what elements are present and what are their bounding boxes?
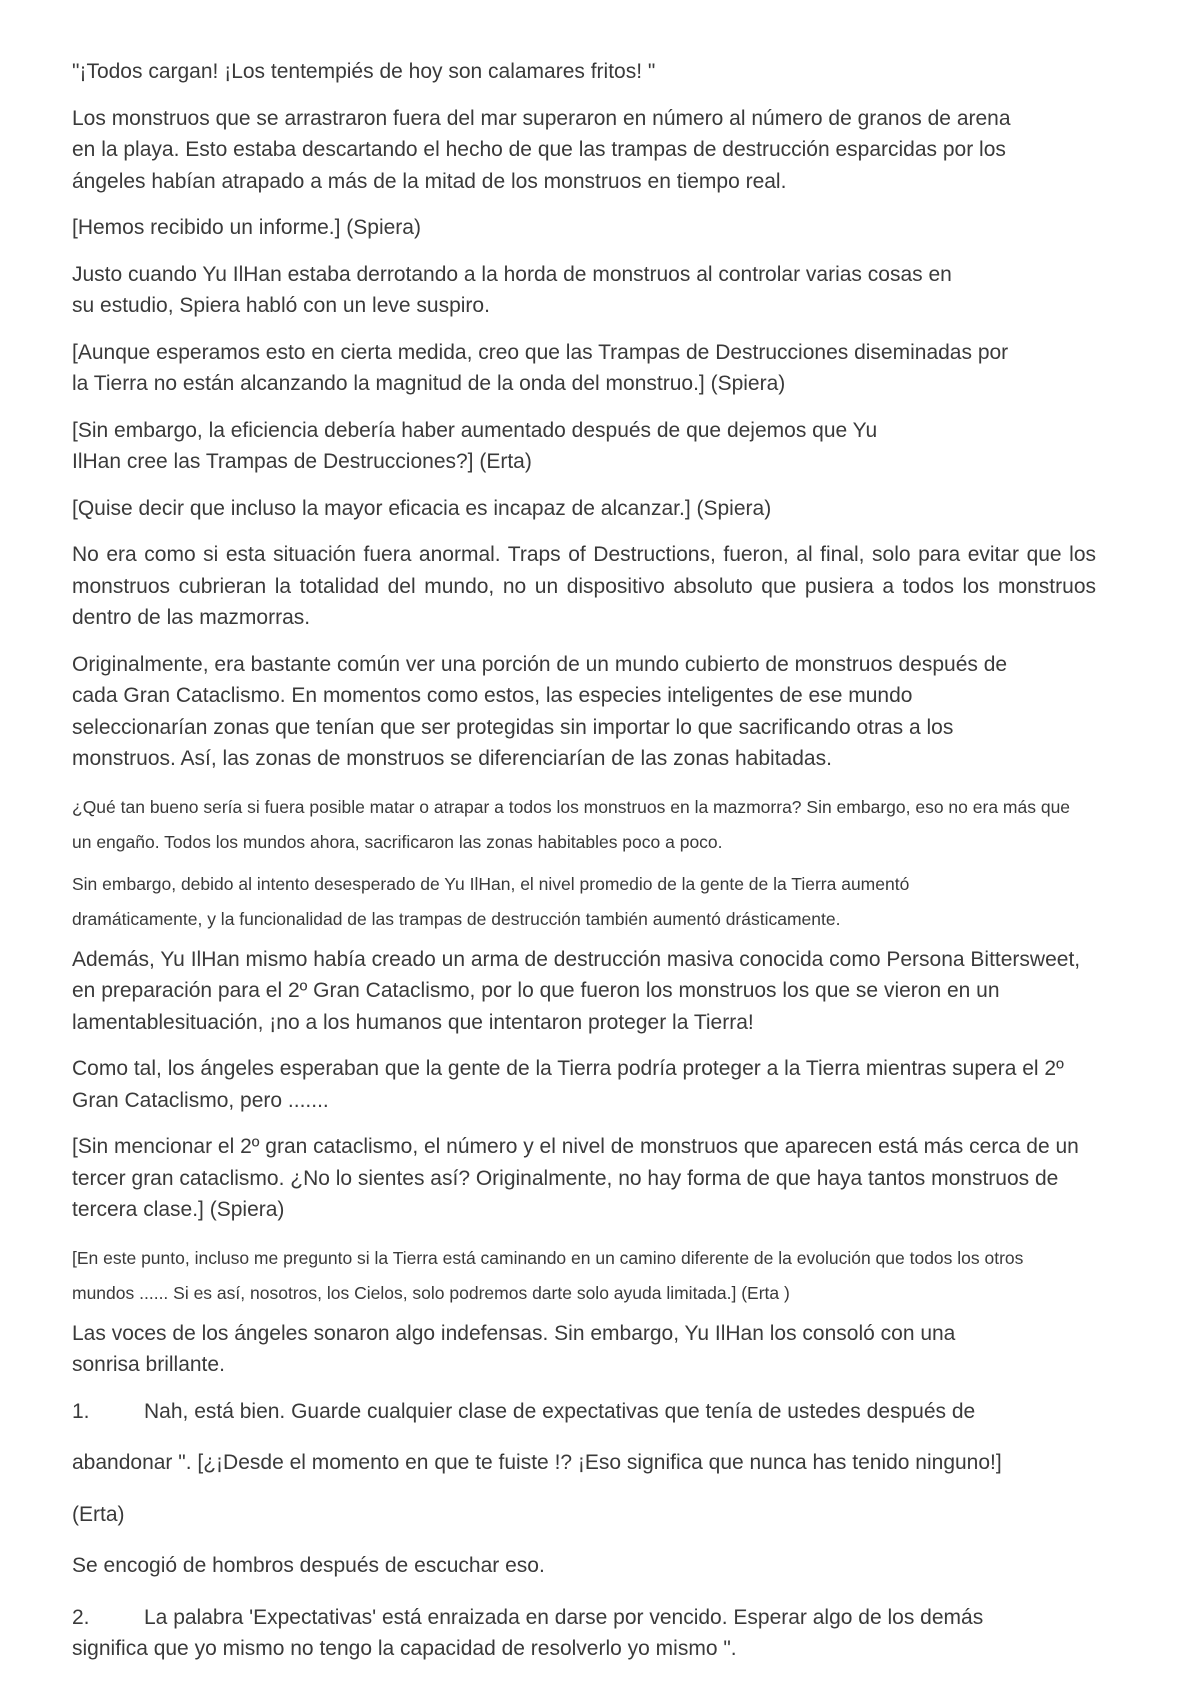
- list-item-text: Nah, está bien. Guarde cualquier clase de expectativas que tenía de ustedes después de: [144, 1399, 976, 1423]
- speaker-tag: (Erta): [72, 1502, 125, 1526]
- numbered-item: [72, 1602, 1032, 1665]
- dialogue-line: [En este punto, incluso me pregunto si la Tierra está caminando en un camino diferente de la evolución que todos los otros mundos ...... Si es así, nosotros, los Cielos, solo podremos darte solo ayuda limitada.] (Erta ): [72, 1247, 1024, 1303]
- narration-paragraph: Justo cuando Yu IlHan estaba derrotando a la horda de monstruos al controlar varias cosas en su estudio, Spiera habló con un leve suspiro.: [72, 262, 952, 317]
- list-number: 2.: [72, 1605, 90, 1629]
- narration-paragraph: Además, Yu IlHan mismo había creado un arma de destrucción masiva conocida como Persona Bittersweet, en preparación para el 2º Gran Cataclismo, por lo que fueron los monstruos los que se vieron en un lamentablesituación, ¡no a los humanos que intentaron proteger la Tierra!: [72, 947, 1081, 1034]
- dialogue-line: [Hemos recibido un informe.] (Spiera): [72, 216, 421, 239]
- dialogue-line: [Aunque esperamos esto en cierta medida, creo que las Trampas de Destrucciones diseminadas por la Tierra no están alcanzando la magnitud de la onda del monstruo.] (Spiera): [72, 340, 1009, 395]
- narration-paragraph: No era como si esta situación fuera anormal. Traps of Destructions, fueron, al final, solo para evitar que los monstruos cubrieran la totalidad del mundo, no un dispositivo absoluto que pusiera a todos los monstruos dentro de las mazmorras.: [72, 543, 1096, 629]
- narration-paragraph: Originalmente, era bastante común ver una porción de un mundo cubierto de monstruos después de cada Gran Cataclismo. En momentos como estos, las especies inteligentes de ese mundo seleccionarían zonas que tenían que ser protegidas sin importar lo que sacrificando otras a los monstruos. Así, las zonas de monstruos se diferenciarían de las zonas habitadas.: [72, 652, 1008, 770]
- dialogue-line: [Quise decir que incluso la mayor eficacia es incapaz de alcanzar.] (Spiera): [72, 496, 772, 520]
- dialogue-line: abandonar ". [¿¡Desde el momento en que te fuiste !? ¡Eso significa que nunca has tenido ninguno!]: [72, 1451, 1002, 1474]
- narration-paragraph: Las voces de los ángeles sonaron algo indefensas. Sin embargo, Yu IlHan los consoló con una sonrisa brillante.: [72, 1321, 956, 1376]
- narration-paragraph: Como tal, los ángeles esperaban que la gente de la Tierra podría proteger a la Tierra mientras supera el 2º Gran Cataclismo, pero .......: [72, 1057, 1064, 1112]
- narration-paragraph: Se encogió de hombros después de escuchar eso.: [72, 1554, 545, 1577]
- dialogue-line: [Sin mencionar el 2º gran cataclismo, el número y el nivel de monstruos que aparecen está más cerca de un tercer gran cataclismo. ¿No lo sientes así? Originalmente, no hay forma de que haya tantos monstruos de tercera clase.] (Spiera): [72, 1135, 1079, 1221]
- narration-paragraph: Los monstruos que se arrastraron fuera del mar superaron en número al número de granos de arena en la playa. Esto estaba descartando el hecho de que las trampas de destrucción esparcidas por los ángeles habían atrapado a más de la mitad de los monstruos en tiempo real.: [72, 106, 1011, 193]
- narration-paragraph: ¿Qué tan bueno sería si fuera posible matar o atrapar a todos los monstruos en la mazmorra? Sin embargo, eso no era más que un engaño. Todos los mundos ahora, sacrificaron las zonas habitables poco a poco.: [72, 796, 1071, 852]
- dialogue-line: [Sin embargo, la eficiencia debería haber aumentado después de que dejemos que Yu IlHan cree las Trampas de Destrucciones?] (Erta): [72, 418, 878, 473]
- narration-paragraph: Sin embargo, debido al intento desesperado de Yu IlHan, el nivel promedio de la gente de la Tierra aumentó dramáticamente, y la funcionalidad de las trampas de destrucción también aumentó drásticamente.: [72, 873, 910, 929]
- dialogue-line: "¡Todos cargan! ¡Los tentempiés de hoy son calamares fritos! ": [72, 60, 656, 83]
- document-page: [72, 56, 1122, 1680]
- list-item-text: La palabra 'Expectativas' está enraizada en darse por vencido. Esperar algo de los demás significa que yo mismo no tengo la capacidad de resolverlo yo mismo ".: [72, 1605, 984, 1660]
- numbered-item: [72, 1396, 1122, 1428]
- list-number: 1.: [72, 1399, 90, 1423]
